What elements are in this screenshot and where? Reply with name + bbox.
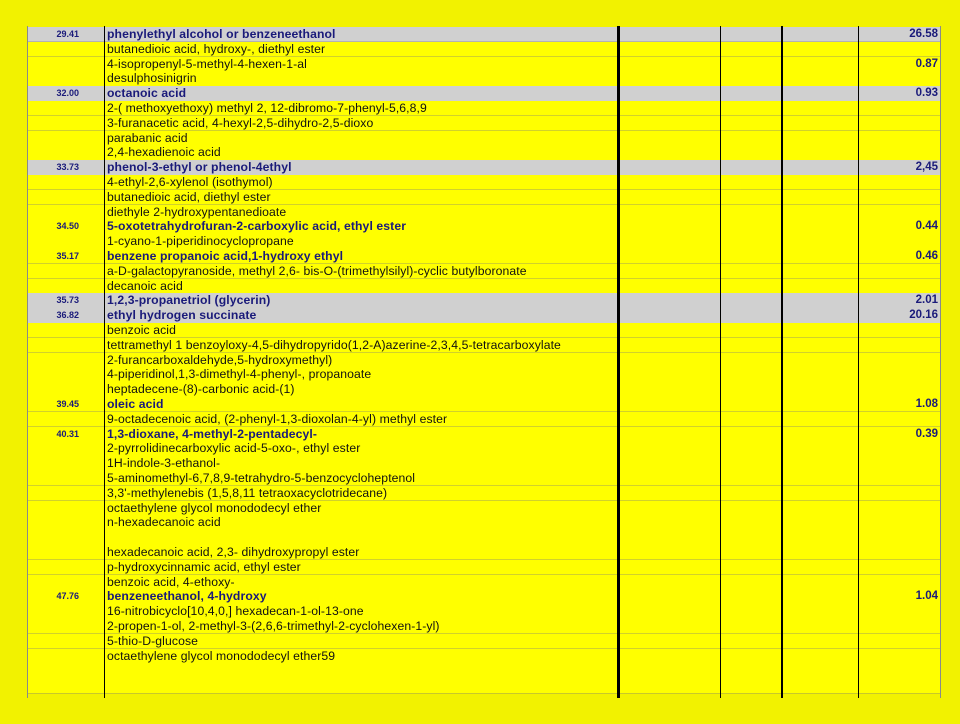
compound-name: 2-pyrrolidinecarboxylic acid-5-oxo-, ethyl ester bbox=[107, 441, 361, 456]
table-row bbox=[27, 264, 940, 279]
table-row bbox=[27, 589, 940, 604]
table-row bbox=[27, 338, 940, 353]
table-row bbox=[27, 456, 940, 471]
compound-name: 3-furanacetic acid, 4-hexyl-2,5-dihydro-2,5-dioxo bbox=[107, 115, 374, 130]
compound-name: benzoic acid, 4-ethoxy- bbox=[107, 574, 235, 589]
retention-time: 33.73 bbox=[56, 162, 79, 173]
retention-time: 40.31 bbox=[56, 428, 79, 439]
peak-area: 0.93 bbox=[915, 87, 938, 100]
compound-name: 2-furancarboxaldehyde,5-hydroxymethyl) bbox=[107, 352, 333, 367]
peak-area: 0.44 bbox=[915, 220, 938, 233]
peak-area: 2,45 bbox=[915, 161, 938, 174]
compound-name: 2-propen-1-ol, 2-methyl-3-(2,6,6-trimethyl-2-cyclohexen-1-yl) bbox=[107, 619, 440, 633]
table-row bbox=[27, 486, 940, 501]
compound-name: benzeneethanol, 4-hydroxy bbox=[107, 589, 267, 604]
compound-name: tettramethyl 1 benzoyloxy-4,5-dihydropyrido(1,2-A)azerine-2,3,4,5-tetracarboxylate bbox=[107, 337, 561, 352]
retention-time: 35.73 bbox=[56, 295, 79, 306]
table-row bbox=[27, 71, 940, 86]
peak-area: 20.16 bbox=[909, 309, 938, 322]
table-row bbox=[27, 42, 940, 57]
peak-area: 0.87 bbox=[915, 57, 938, 70]
compound-name: benzoic acid bbox=[107, 323, 176, 337]
table-row bbox=[27, 649, 940, 664]
table-row bbox=[27, 323, 940, 338]
compound-name: ethyl hydrogen succinate bbox=[107, 308, 257, 323]
column-divider bbox=[858, 26, 859, 698]
compound-name: 4-piperidinol,1,3-dimethyl-4-phenyl-, propanoate bbox=[107, 367, 372, 382]
compound-name: 2,4-hexadienoic acid bbox=[107, 145, 221, 160]
compound-name: p-hydroxycinnamic acid, ethyl ester bbox=[107, 559, 301, 574]
column-divider bbox=[940, 26, 941, 698]
table-row bbox=[27, 382, 940, 397]
row-divider bbox=[27, 693, 940, 694]
retention-time: 35.17 bbox=[56, 251, 79, 261]
compound-name: phenylethyl alcohol or benzeneethanol bbox=[107, 27, 336, 41]
table-row bbox=[27, 634, 940, 649]
table-row bbox=[27, 678, 940, 693]
table-row bbox=[27, 27, 940, 42]
retention-time: 47.76 bbox=[56, 591, 79, 602]
compound-name: 3,3'-methylenebis (1,5,8,11 tetraoxacyclotridecane) bbox=[107, 485, 388, 500]
table-row bbox=[27, 205, 940, 220]
compound-name: diethyle 2-hydroxypentanedioate bbox=[107, 204, 287, 219]
compound-name: 5-oxotetrahydrofuran-2-carboxylic acid, ethyl ester bbox=[107, 219, 407, 234]
compound-name: octaethylene glycol monododecyl ether bbox=[107, 500, 322, 515]
compound-name: benzene propanoic acid,1-hydroxy ethyl bbox=[107, 249, 344, 263]
table-row bbox=[27, 57, 940, 72]
table-row bbox=[27, 471, 940, 486]
table-row bbox=[27, 515, 940, 530]
compound-name: parabanic acid bbox=[107, 130, 188, 145]
column-divider bbox=[781, 26, 783, 698]
compound-name: decanoic acid bbox=[107, 278, 183, 293]
table-row bbox=[27, 293, 940, 308]
table-row bbox=[27, 219, 940, 234]
table-row bbox=[27, 367, 940, 382]
table-row bbox=[27, 427, 940, 442]
compound-name: octanoic acid bbox=[107, 86, 187, 101]
column-divider bbox=[720, 26, 721, 698]
column-divider bbox=[104, 26, 105, 698]
compound-name: octaethylene glycol monododecyl ether59 bbox=[107, 648, 336, 663]
table-row bbox=[27, 249, 940, 264]
retention-time: 29.41 bbox=[56, 29, 79, 39]
compound-name: 1H-indole-3-ethanol- bbox=[107, 456, 221, 471]
table-row bbox=[27, 604, 940, 619]
compound-name: 5-thio-D-glucose bbox=[107, 633, 199, 648]
compound-name: hexadecanoic acid, 2,3- dihydroxypropyl ester bbox=[107, 545, 360, 559]
table-row bbox=[27, 501, 940, 516]
compound-name: 16-nitrobicyclo[10,4,0,] hexadecan-1-ol-13-one bbox=[107, 604, 364, 619]
column-divider bbox=[27, 26, 28, 698]
table-row bbox=[27, 101, 940, 116]
compound-name: butanedioic acid, hydroxy-, diethyl ester bbox=[107, 41, 326, 56]
table-row bbox=[27, 441, 940, 456]
retention-time: 32.00 bbox=[56, 88, 79, 99]
peak-area: 26.58 bbox=[909, 28, 938, 40]
table-row bbox=[27, 160, 940, 175]
table-row bbox=[27, 190, 940, 205]
peak-area: 1.08 bbox=[915, 398, 938, 410]
table-row bbox=[27, 560, 940, 575]
table-row bbox=[27, 175, 940, 190]
compound-name: oleic acid bbox=[107, 397, 164, 411]
table-row bbox=[27, 412, 940, 427]
retention-time: 34.50 bbox=[56, 221, 79, 232]
compound-name: heptadecene-(8)-carbonic acid-(1) bbox=[107, 382, 295, 397]
compound-name: phenol-3-ethyl or phenol-4ethyl bbox=[107, 160, 292, 175]
table-row bbox=[27, 86, 940, 101]
compound-name: 1-cyano-1-piperidinocyclopropane bbox=[107, 234, 294, 249]
table-row bbox=[27, 279, 940, 294]
retention-time: 36.82 bbox=[56, 310, 79, 321]
peak-area: 2.01 bbox=[915, 294, 938, 307]
table-row bbox=[27, 131, 940, 146]
peak-area: 0.39 bbox=[915, 427, 938, 440]
compound-name: 2-( methoxyethoxy) methyl 2, 12-dibromo-7-phenyl-5,6,8,9 bbox=[107, 101, 427, 115]
compound-name: butanedioic acid, diethyl ester bbox=[107, 189, 271, 204]
compound-name: 4-ethyl-2,6-xylenol (isothymol) bbox=[107, 175, 273, 189]
compound-name: 1,3-dioxane, 4-methyl-2-pentadecyl- bbox=[107, 426, 318, 441]
peak-area: 0.46 bbox=[915, 250, 938, 262]
compound-name: n-hexadecanoic acid bbox=[107, 515, 221, 530]
table-row bbox=[27, 145, 940, 160]
retention-time: 39.45 bbox=[56, 399, 79, 409]
table-row bbox=[27, 353, 940, 368]
compound-name: desulphosinigrin bbox=[107, 71, 197, 86]
table-row bbox=[27, 116, 940, 131]
compound-name: 5-aminomethyl-6,7,8,9-tetrahydro-5-benzocycloheptenol bbox=[107, 471, 416, 485]
table-row bbox=[27, 308, 940, 323]
table-row bbox=[27, 545, 940, 560]
compound-name: 1,2,3-propanetriol (glycerin) bbox=[107, 293, 271, 308]
peak-area: 1.04 bbox=[915, 590, 938, 603]
table-row bbox=[27, 619, 940, 634]
table-row bbox=[27, 530, 940, 545]
table-row bbox=[27, 575, 940, 590]
table-row bbox=[27, 663, 940, 678]
compound-name: 4-isopropenyl-5-methyl-4-hexen-1-al bbox=[107, 56, 307, 71]
compound-name: a-D-galactopyranoside, methyl 2,6- bis-O-(trimethylsilyl)-cyclic butylboronate bbox=[107, 263, 527, 278]
table-row bbox=[27, 234, 940, 249]
table-row bbox=[27, 397, 940, 412]
column-divider bbox=[617, 26, 620, 698]
compound-name: 9-octadecenoic acid, (2-phenyl-1,3-dioxolan-4-yl) methyl ester bbox=[107, 411, 448, 426]
